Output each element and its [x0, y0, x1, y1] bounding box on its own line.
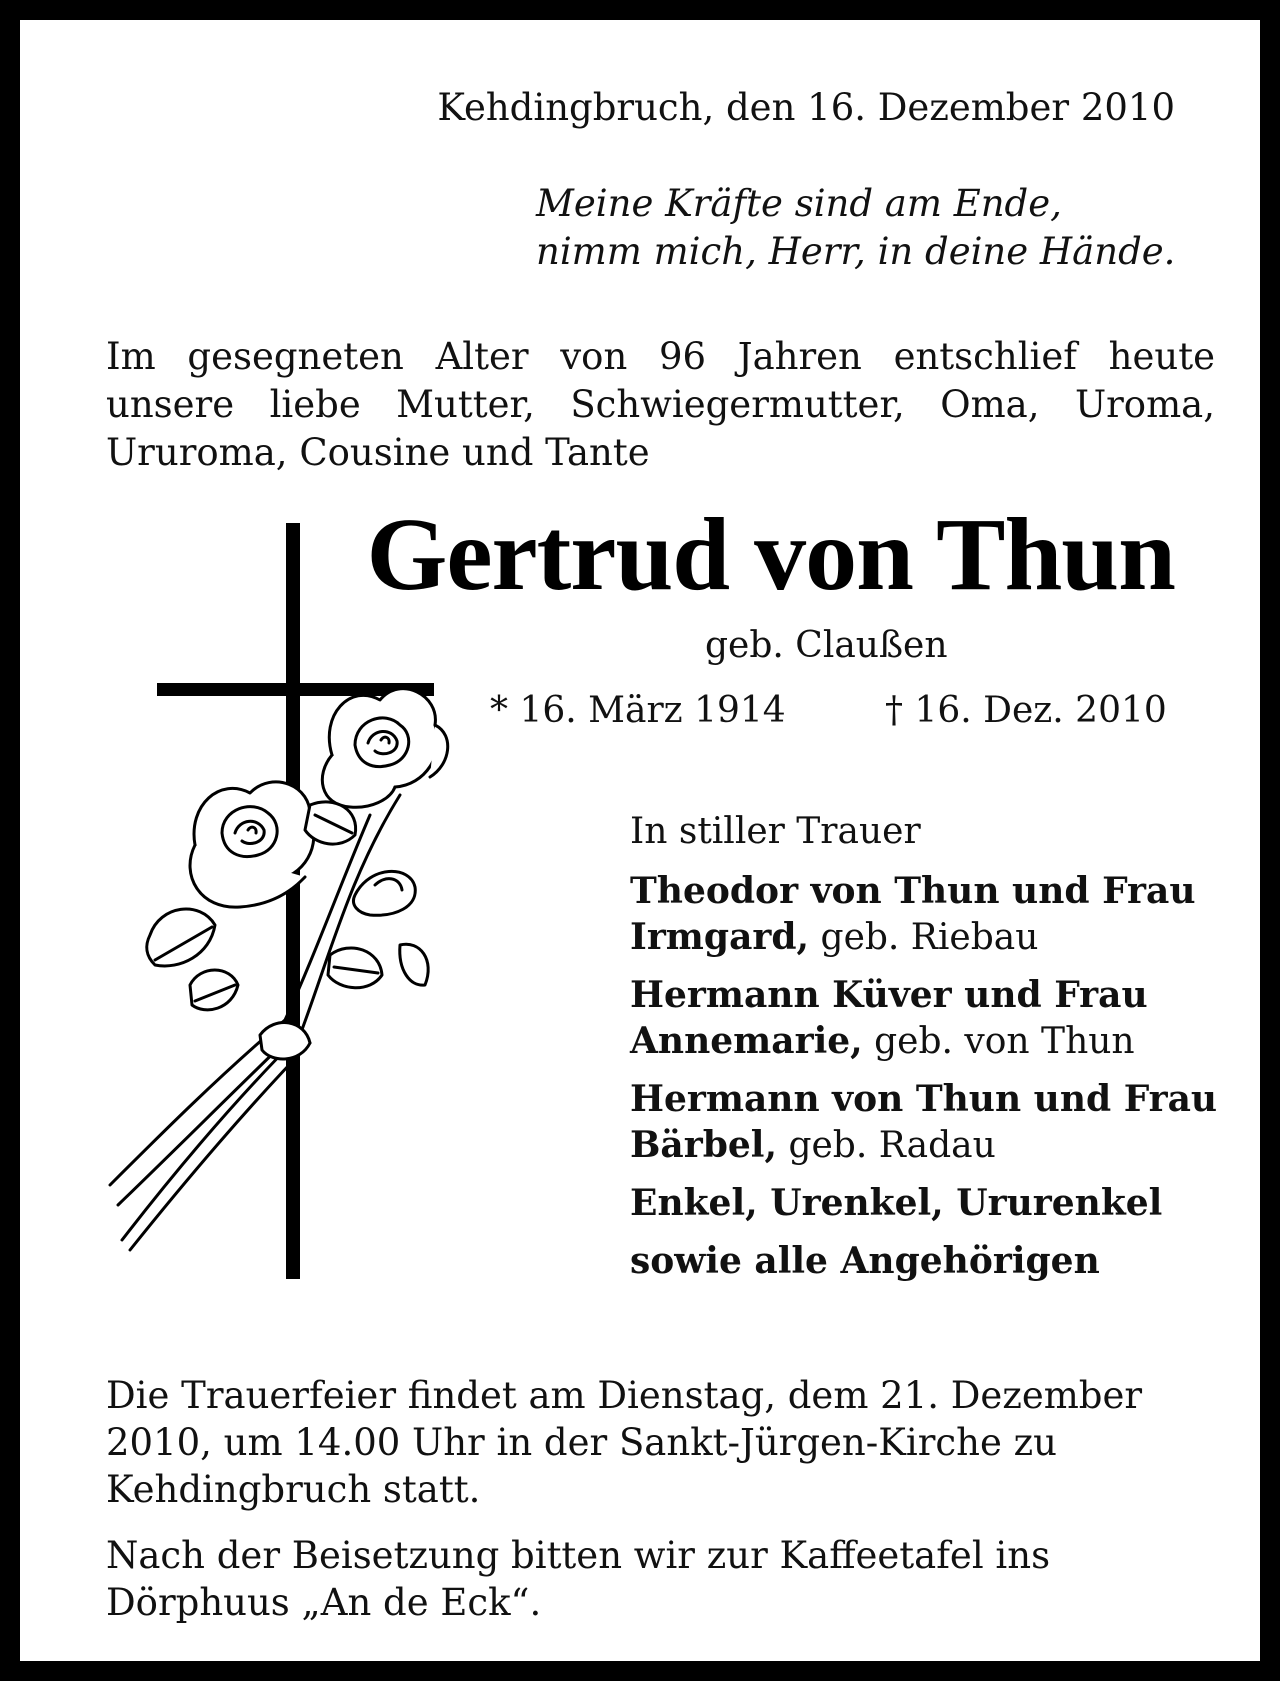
relatives [630, 1238, 1220, 1285]
rose-bouquet-drawing [110, 689, 448, 1250]
mourner-spouse [630, 1122, 1220, 1169]
mourner-names: Theodor von Thun und Frau [630, 870, 1196, 912]
mourner-family [630, 1076, 1220, 1169]
descendants [630, 1180, 1220, 1227]
spouse-name: Bärbel, [630, 1124, 778, 1166]
cross-vertical-beam [286, 523, 300, 1279]
spouse-name: Annemarie, [630, 1020, 863, 1062]
quote-line-2: nimm mich, Herr, in deine Hände. [536, 230, 1176, 273]
spouse-maiden-name: geb. Radau [777, 1125, 996, 1166]
spouse-maiden-name: geb. von Thun [862, 1021, 1135, 1062]
mourner-spouse [630, 1018, 1220, 1065]
quote-line-1: Meine Kräfte sind am Ende, [536, 182, 1062, 225]
cross-with-roses-illustration [100, 515, 460, 1295]
relatives-text: sowie alle Angehörigen [630, 1240, 1100, 1282]
mourner-family [630, 868, 1220, 961]
place-date: Kehdingbruch, den 16. Dezember 2010 [437, 86, 1175, 129]
mourner-family [630, 972, 1220, 1065]
spouse-name: Irmgard, [630, 916, 810, 958]
deceased-name: Gertrud von Thun [366, 497, 1175, 612]
death-date: † 16. Dez. 2010 [885, 690, 1167, 731]
reception-info: Nach der Beisetzung bitten wir zur Kaffeetafel ins Dörphuus „An de Eck“. [106, 1534, 1051, 1624]
mourner-names: Hermann Küver und Frau [630, 974, 1148, 1016]
funeral-service-info: Die Trauerfeier findet am Dienstag, dem 21. Dezember 2010, um 14.00 Uhr in der Sankt-Jürgen-Kirche zu Kehdingbruch statt. [106, 1374, 1143, 1511]
mourners-list [630, 808, 1220, 1296]
bible-quote [536, 180, 1175, 276]
spouse-maiden-name: geb. Riebau [809, 917, 1039, 958]
mourning-phrase: In stiller Trauer [630, 811, 921, 852]
intro-text: Im gesegneten Alter von 96 Jahren entschlief heute unsere liebe Mutter, Schwiegermutter, Oma, Uroma, Ururoma, Cousine und Tante [106, 335, 1215, 474]
descendants-text: Enkel, Urenkel, Ururenkel [630, 1182, 1163, 1224]
birth-date: * 16. März 1914 [490, 690, 786, 731]
mourner-names: Hermann von Thun und Frau [630, 1078, 1218, 1120]
maiden-name: geb. Claußen [705, 625, 948, 666]
mourner-spouse [630, 914, 1220, 961]
